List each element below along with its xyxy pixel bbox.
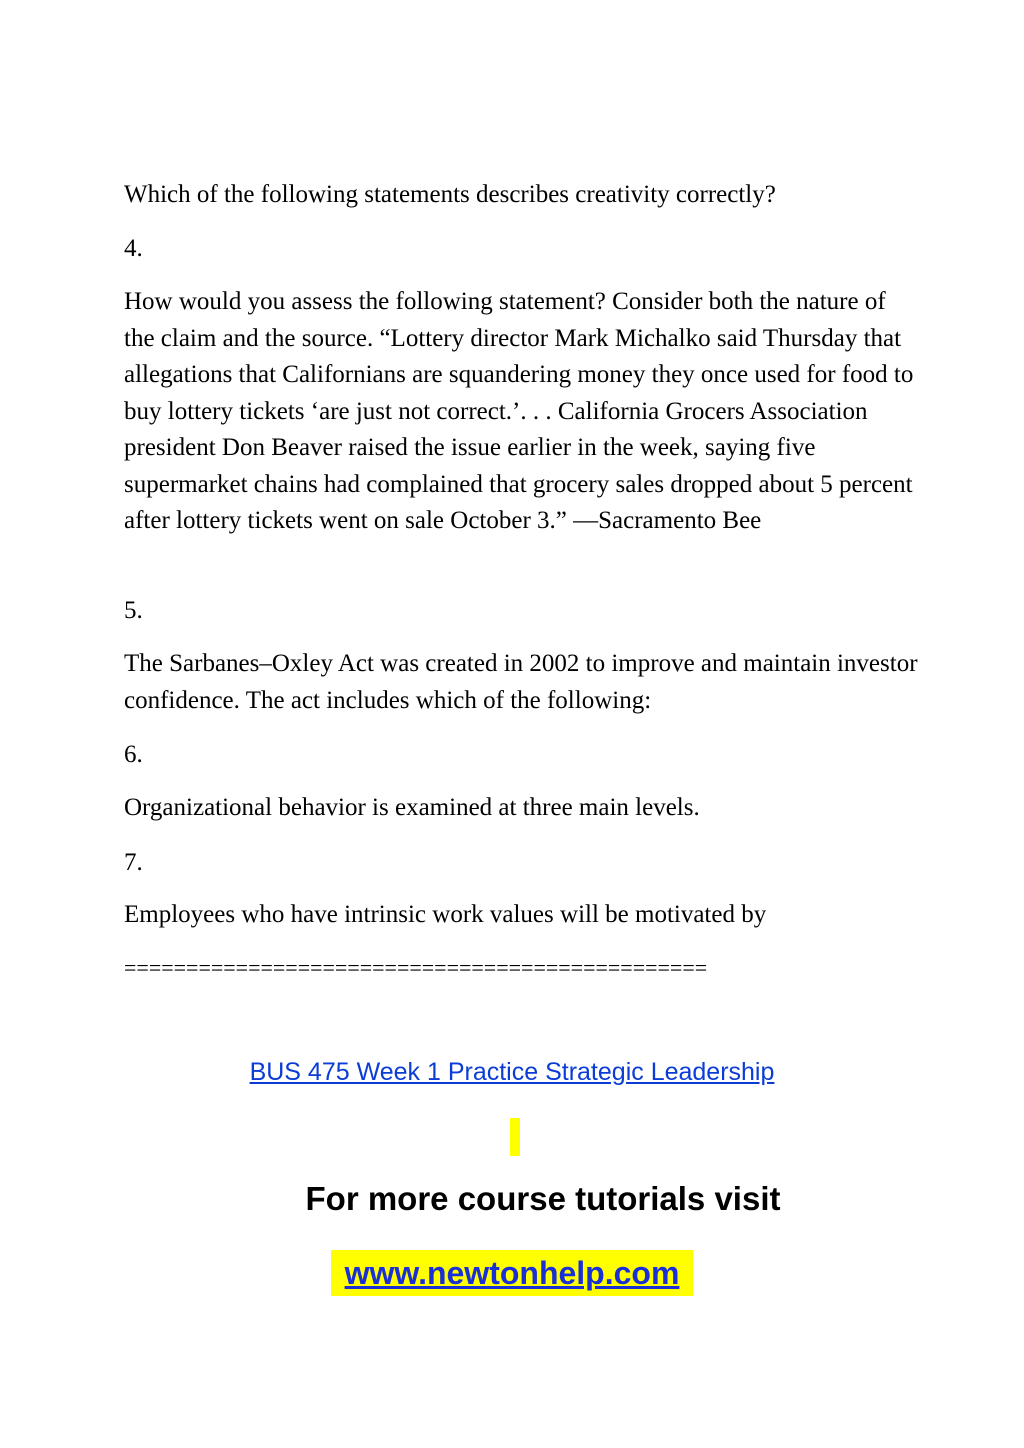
site-link-highlight xyxy=(331,1250,693,1296)
question-4-number: 4. xyxy=(124,235,143,262)
highlight-marker xyxy=(510,1118,520,1156)
question-6-text: Organizational behavior is examined at three main levels. xyxy=(124,794,700,821)
question-3-text: Which of the following statements describes creativity correctly? xyxy=(124,181,776,208)
cta-heading: For more course tutorials visit xyxy=(305,1180,781,1217)
question-7-text: Employees who have intrinsic work values will be motivated by xyxy=(124,901,767,928)
question-7-number: 7. xyxy=(124,849,143,876)
newtonhelp-link[interactable]: www.newtonhelp.com xyxy=(344,1255,680,1291)
question-6-number: 6. xyxy=(124,741,143,768)
question-5-number: 5. xyxy=(124,597,143,624)
course-title-link[interactable]: BUS 475 Week 1 Practice Strategic Leadership xyxy=(249,1058,775,1086)
question-5-text: The Sarbanes–Oxley Act was created in 2002 to improve and maintain investor confidence. The act includes which of the following: xyxy=(124,650,918,714)
separator-line: =============================================== xyxy=(124,955,708,980)
question-4-text: How would you assess the following statement? Consider both the nature of the claim and the source. “Lottery director Mark Michalko said Thursday that allegations that Californians are squandering money they once used for food to buy lottery tickets ‘are just not correct.’. . . California Grocers Association president Don Beaver raised the issue earlier in the week, saying five supermarket chains had complained that grocery sales dropped about 5 percent after lottery tickets went on sale October 3.” —Sacramento Bee xyxy=(124,288,914,534)
